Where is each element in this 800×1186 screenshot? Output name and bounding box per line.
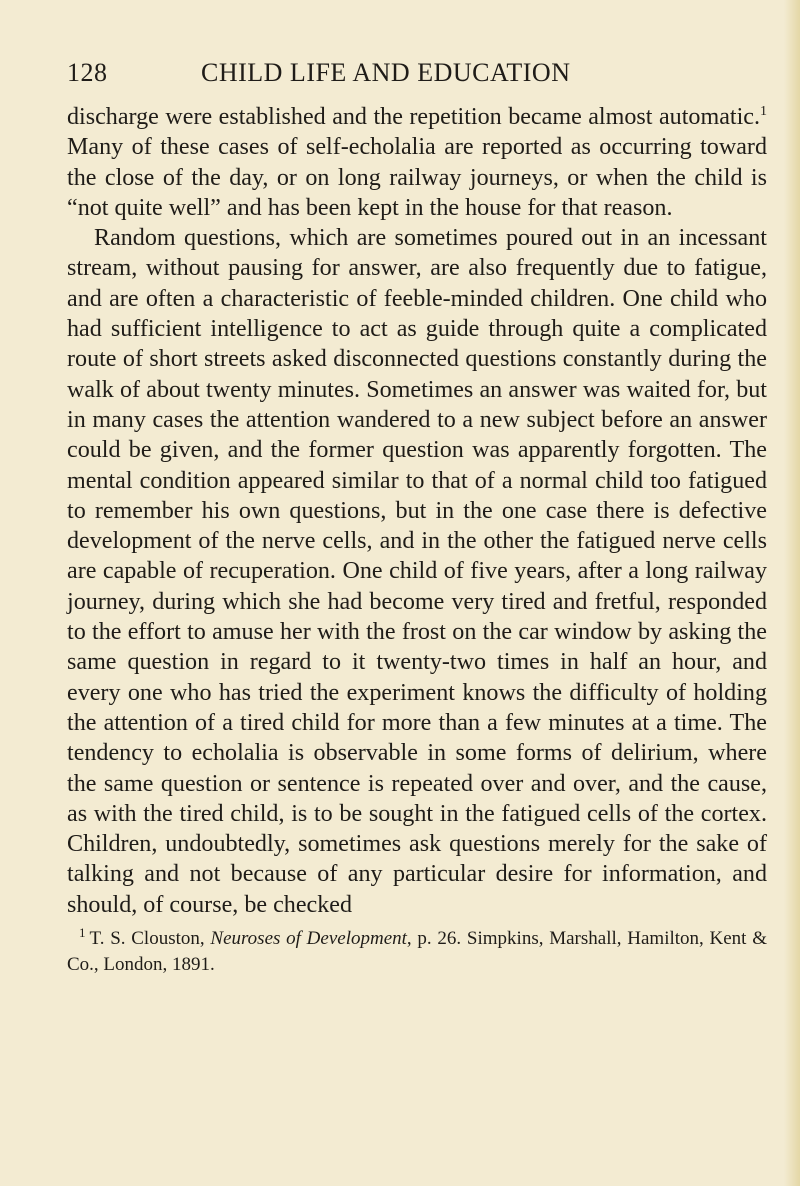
page-content <box>67 52 767 978</box>
page-edge-shading <box>784 0 800 1186</box>
footnote-work-title: Neuroses of Development <box>210 928 407 950</box>
paragraph-1-text-a: discharge were established and the repetition became almost automatic. <box>67 104 760 130</box>
running-head <box>67 52 767 92</box>
footnote-mark: 1 <box>79 925 86 941</box>
running-head-title: CHILD LIFE AND EDUCATION <box>201 58 571 87</box>
page-number: 128 <box>67 58 108 87</box>
footnote <box>67 926 767 978</box>
paragraph-1 <box>67 102 767 223</box>
paragraph-2: Random questions, which are sometimes poured out in an incessant stream, without pausing for answer, are also frequently due to fatigue, and are often a characteristic of feeble-minded children. One child who had sufficient intelligence to act as guide through quite a complicated route of short streets asked disconnected questions constantly during the walk of about twenty minutes. Sometimes an answer was waited for, but in many cases the attention wandered to a new subject before an answer could be given, and the former question was apparently forgotten. The mental condition appeared similar to that of a normal child too fatigued to remember his own questions, but in the one case there is defective development of the nerve cells, and in the other the fatigued nerve cells are capable of recuperation. One child of five years, after a long railway journey, during which she had become very tired and fretful, responded to the effort to amuse her with the frost on the car window by asking the same question in regard to it twenty-two times in half an hour, and every one who has tried the experiment knows the difficulty of holding the attention of a tired child for more than a few minutes at a time. The tendency to echolalia is observable in some forms of delirium, where the same question or sentence is repeated over and over, and the cause, as with the tired child, is to be sought in the fatigued cells of the cortex. Children, undoubtedly, sometimes ask questions merely for the sake of talking and not because of any particular desire for information, and should, of course, be checked <box>67 225 767 918</box>
footnote-reference: 1 <box>760 104 767 119</box>
footnote-author: T. S. Clouston, <box>89 928 211 950</box>
footnote-publication: , p. 26. Simpkins, Marshall, Hamilton, Kent & Co., London, 1891. <box>67 928 767 976</box>
body-text <box>67 102 767 920</box>
paragraph-1-text-b: Many of these cases of self-echolalia are reported as occurring toward the close of the day, or on long railway journeys, or when the child is “not quite well” and has been kept in the house for that reason. <box>67 134 767 221</box>
